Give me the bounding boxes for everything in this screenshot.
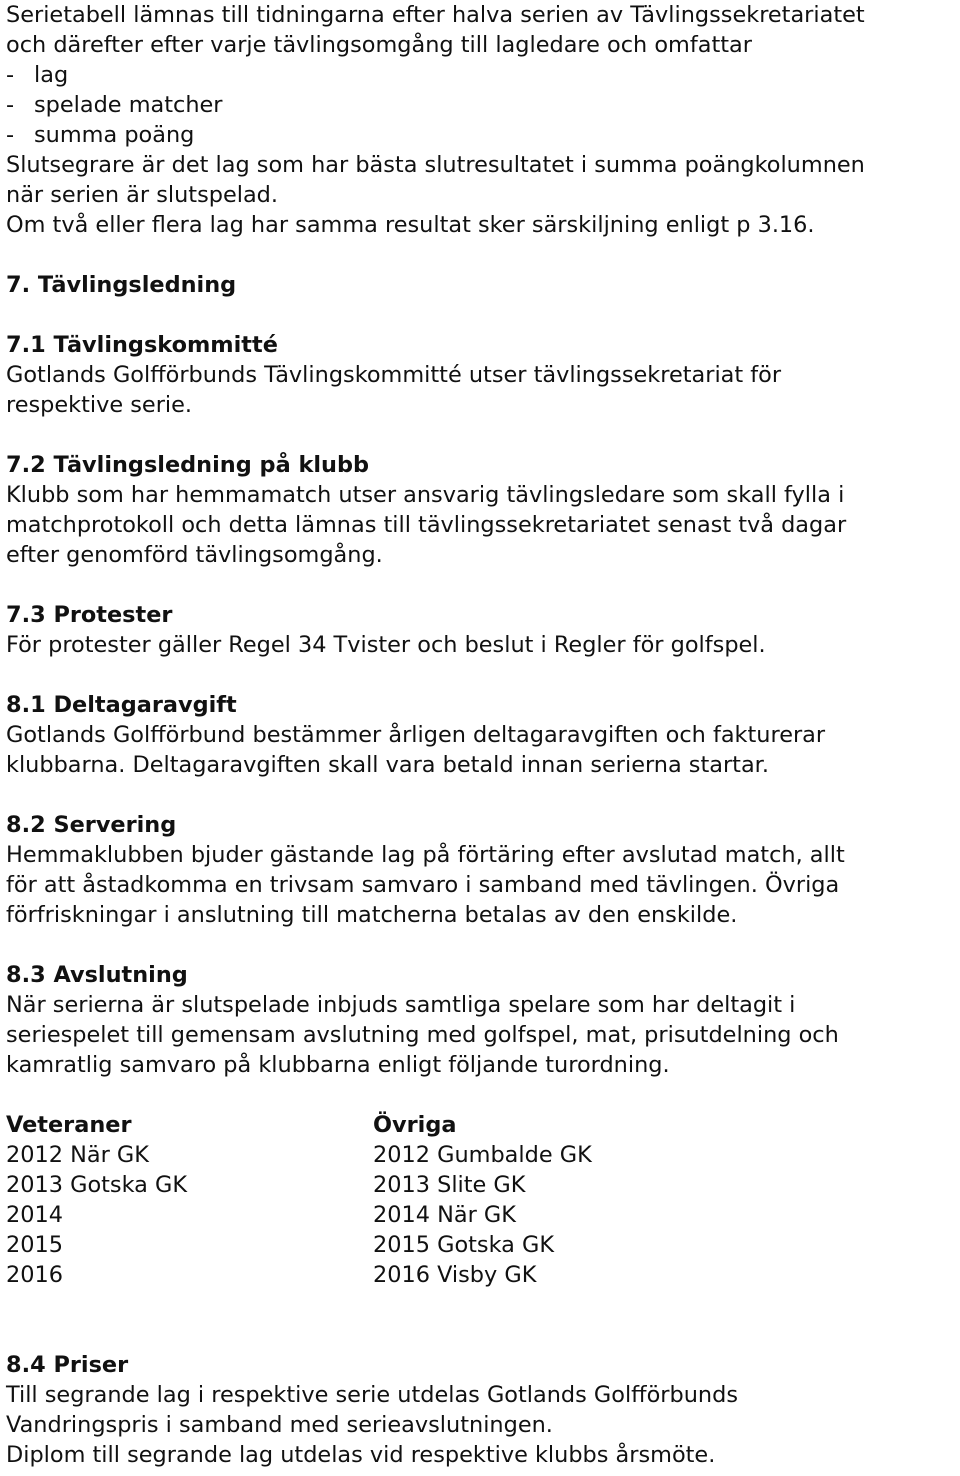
subsection-7-1 (6, 330, 956, 420)
text-line: Gotlands Golfförbunds Tävlingskommitté utser tävlingssekretariat för (6, 362, 782, 388)
text-line: respektive serie. (6, 392, 193, 418)
text-line: förfriskningar i anslutning till matcherna betalas av den enskilde. (6, 902, 738, 928)
dash-bullet: - (6, 92, 15, 118)
list-item: - summa poäng (6, 122, 195, 148)
text-line: Diplom till segrande lag utdelas vid respektive klubbs årsmöte. (6, 1442, 716, 1468)
list-item: - lag (6, 62, 69, 88)
intro-paragraph (6, 0, 956, 240)
table-cell: 2012 Gumbalde GK (373, 1142, 592, 1168)
subsection-8-2 (6, 810, 956, 930)
text-line: Klubb som har hemmamatch utser ansvarig tävlingsledare som skall fylla i (6, 482, 845, 508)
text-line: Om två eller flera lag har samma resultat sker särskiljning enligt p 3.16. (6, 212, 815, 238)
subsection-7-3 (6, 600, 956, 660)
text-line: och därefter efter varje tävlingsomgång till lagledare och omfattar (6, 32, 752, 58)
column-header: Övriga (373, 1112, 457, 1138)
dash-bullet: - (6, 62, 15, 88)
text-line: klubbarna. Deltagaravgiften skall vara betald innan serierna startar. (6, 752, 769, 778)
table-cell: 2015 Gotska GK (373, 1232, 555, 1258)
table-cell: 2016 Visby GK (373, 1262, 537, 1288)
subsection-8-1 (6, 690, 956, 780)
text-line: Till segrande lag i respektive serie utdelas Gotlands Golfförbunds (6, 1382, 738, 1408)
text-line: för att åstadkomma en trivsam samvaro i samband med tävlingen. Övriga (6, 872, 840, 898)
subsection-heading: 8.4 Priser (6, 1352, 129, 1378)
text-line: När serierna är slutspelade inbjuds samtliga spelare som har deltagit i (6, 992, 796, 1018)
subsection-heading: 8.2 Servering (6, 812, 177, 838)
subsection-heading: 7.1 Tävlingskommitté (6, 332, 278, 358)
subsection-7-2 (6, 450, 956, 570)
subsection-heading: 8.1 Deltagaravgift (6, 692, 237, 718)
text-line: För protester gäller Regel 34 Tvister och beslut i Regler för golfspel. (6, 632, 766, 658)
subsection-8-4 (6, 1350, 956, 1470)
section-heading-7: 7. Tävlingsledning (6, 272, 237, 298)
rotation-table (6, 1110, 956, 1290)
text-line: seriespelet till gemensam avslutning med golfspel, mat, prisutdelning och (6, 1022, 839, 1048)
text-line: matchprotokoll och detta lämnas till tävlingssekretariatet senast två dagar (6, 512, 847, 538)
table-cell: 2012 När GK (6, 1142, 149, 1168)
table-cell: 2014 När GK (373, 1202, 516, 1228)
subsection-heading: 7.2 Tävlingsledning på klubb (6, 452, 370, 478)
table-cell: 2013 Gotska GK (6, 1172, 188, 1198)
text-line: Slutsegrare är det lag som har bästa slutresultatet i summa poängkolumnen (6, 152, 865, 178)
ovriga-column (373, 1110, 933, 1290)
table-cell: 2015 (6, 1232, 63, 1258)
text-line: när serien är slutspelad. (6, 182, 279, 208)
dash-bullet: - (6, 122, 15, 148)
subsection-heading: 7.3 Protester (6, 602, 173, 628)
column-header: Veteraner (6, 1112, 132, 1138)
list-item: - spelade matcher (6, 92, 223, 118)
document-page (6, 0, 956, 1470)
text-line: Vandringspris i samband med serieavslutningen. (6, 1412, 553, 1438)
table-cell: 2013 Slite GK (373, 1172, 526, 1198)
text-line: efter genomförd tävlingsomgång. (6, 542, 383, 568)
subsection-8-3 (6, 960, 956, 1080)
subsection-heading: 8.3 Avslutning (6, 962, 188, 988)
bullet-list (6, 60, 956, 150)
text-line: Hemmaklubben bjuder gästande lag på förtäring efter avslutad match, allt (6, 842, 845, 868)
text-line: Gotlands Golfförbund bestämmer årligen deltagaravgiften och fakturerar (6, 722, 826, 748)
text-line: kamratlig samvaro på klubbarna enligt följande turordning. (6, 1052, 670, 1078)
table-cell: 2016 (6, 1262, 63, 1288)
veteraner-column (6, 1110, 373, 1290)
text-line: Serietabell lämnas till tidningarna efter halva serien av Tävlingssekretariatet (6, 2, 865, 28)
table-cell: 2014 (6, 1202, 63, 1228)
